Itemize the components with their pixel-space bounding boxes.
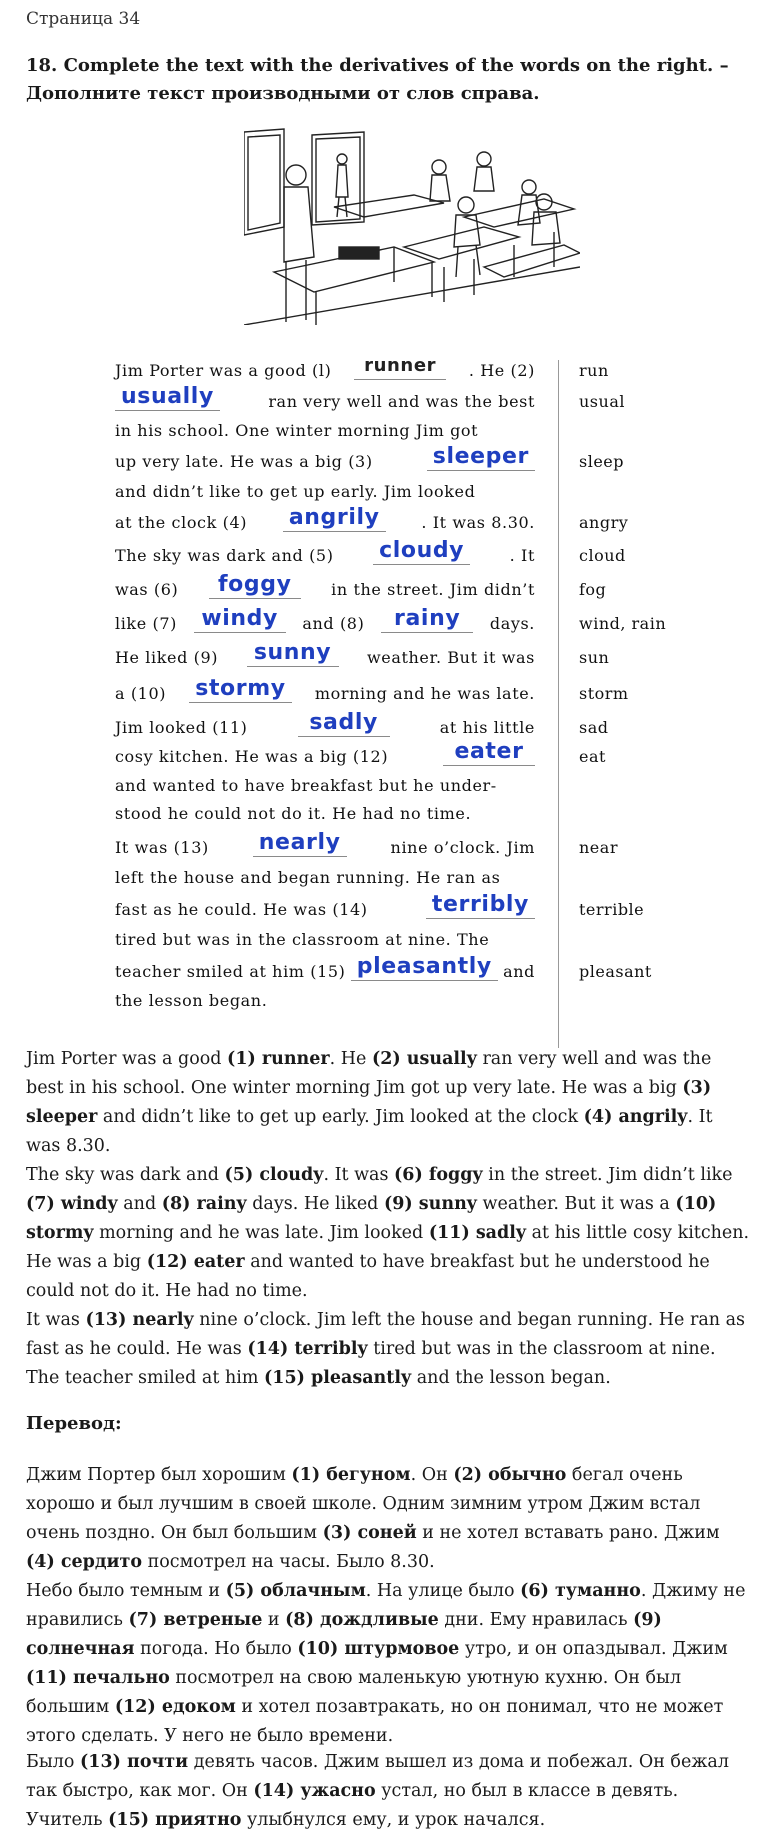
- exercise-text-segment: stood he could not do it. He had no time.: [115, 804, 472, 823]
- root-word: angry: [579, 513, 629, 532]
- answer-word: (2) usually: [371, 1049, 477, 1069]
- exercise-text-segment: nine o’clock. Jim: [390, 838, 535, 857]
- answer-word: (6) туманно: [520, 1581, 641, 1601]
- exercise-text-segment: fast as he could. He was (14): [115, 900, 368, 919]
- answer-word: (9) солнечная: [26, 1610, 662, 1659]
- exercise-line: [115, 892, 535, 919]
- exercise-text-segment: teacher smiled at him (15): [115, 962, 346, 981]
- handwritten-answer: rainy: [381, 608, 473, 633]
- exercise-line: [115, 710, 535, 737]
- handwritten-answer: stormy: [189, 678, 291, 703]
- root-word: pleasant: [579, 962, 652, 981]
- translation-paragraph: Было (13) почти девять часов. Джим вышел из дома и побежал. Он бежал так быстро, как мог. Он (14) ужасно устал, но был в классе в девять. Учитель (15) приятно улыбнулся ему, и урок начался.: [26, 1752, 729, 1830]
- column-divider: [558, 360, 559, 1048]
- handwritten-answer: sleeper: [427, 446, 535, 471]
- exercise-line: [115, 421, 535, 440]
- exercise-text-segment: . It was 8.30.: [421, 513, 535, 532]
- answer-word: (4) angrily: [583, 1107, 688, 1127]
- root-word: fog: [579, 580, 607, 599]
- handwritten-answer: eater: [443, 741, 535, 766]
- answer-word: (5) облачным: [225, 1581, 366, 1601]
- handwritten-answer: nearly: [253, 832, 347, 857]
- exercise-line: [115, 444, 535, 471]
- handwritten-answer: pleasantly: [351, 956, 498, 981]
- root-word: wind, rain: [579, 614, 667, 633]
- answer-word: (10) stormy: [26, 1194, 717, 1243]
- answer-word: (7) ветреные: [128, 1610, 263, 1630]
- exercise-line: [115, 804, 535, 823]
- exercise-line: [115, 830, 535, 857]
- handwritten-answer: terribly: [426, 894, 535, 919]
- answer-word: (8) дождливые: [285, 1610, 439, 1630]
- exercise-text-segment: and didn’t like to get up early. Jim looked: [115, 482, 476, 501]
- exercise-line: [115, 606, 535, 633]
- answer-word: (10) штурмовое: [297, 1639, 460, 1659]
- exercise-text-segment: in his school. One winter morning Jim got: [115, 421, 479, 440]
- answer-word: (15) pleasantly: [264, 1368, 412, 1388]
- exercise-line: [115, 991, 535, 1010]
- answer-word: (12) eater: [146, 1252, 245, 1272]
- exercise-text-segment: It was (13): [115, 838, 209, 857]
- exercise-text-segment: and wanted to have breakfast but he under-: [115, 776, 497, 795]
- exercise-line: [115, 384, 535, 411]
- handwritten-answer: windy: [194, 608, 286, 633]
- root-word: cloud: [579, 546, 626, 565]
- handwritten-answer: sunny: [247, 642, 339, 667]
- exercise-text-segment: was (6): [115, 580, 179, 599]
- answer-paragraph: The sky was dark and (5) cloudy. It was (6) foggy in the street. Jim didn’t like (7) windy and (8) rainy days. He liked (9) sunny weather. But it was a (10) stormy morning and he was late. Jim looked (11) sadly at his little cosy kitchen. He was a big (12) eater and wanted to have breakfast but he understood he could not do it. He had no time.: [26, 1165, 750, 1301]
- exercise-text-segment: morning and he was late.: [314, 684, 535, 703]
- root-word: sleep: [579, 452, 625, 471]
- answer-paragraph: It was (13) nearly nine o’clock. Jim left the house and began running. He ran as fast as he could. He was (14) terribly tired but was in the classroom at nine. The teacher smiled at him (15) pleasantly and the lesson began.: [26, 1310, 745, 1388]
- exercise-text-segment: tired but was in the classroom at nine. The: [115, 930, 490, 949]
- exercise-text-segment: like (7): [115, 614, 177, 633]
- answer-word: (5) cloudy: [224, 1165, 324, 1185]
- root-word: run: [579, 361, 609, 380]
- answer-word: (13) почти: [80, 1752, 189, 1772]
- exercise-line: [115, 355, 535, 380]
- root-word: eat: [579, 747, 606, 766]
- root-word: near: [579, 838, 618, 857]
- exercise-text-segment: . He (2): [468, 361, 535, 380]
- root-word: usual: [579, 392, 625, 411]
- exercise-text-segment: Jim looked (11): [115, 718, 248, 737]
- task-title: 18. Complete the text with the derivatives of the words on the right. – Дополните текст производными от слов справа.: [26, 55, 729, 104]
- exercise-text-segment: at his little: [439, 718, 535, 737]
- exercise-text-segment: He liked (9): [115, 648, 219, 667]
- answer-word: (1) бегуном: [291, 1465, 411, 1485]
- answer-word: (3) sleeper: [26, 1078, 712, 1127]
- handwritten-answer: usually: [115, 386, 220, 411]
- answer-word: (4) сердито: [26, 1552, 143, 1572]
- exercise-line: [115, 505, 535, 532]
- exercise-line: [115, 572, 535, 599]
- exercise-text-segment: a (10): [115, 684, 167, 703]
- root-word: sad: [579, 718, 609, 737]
- answer-paragraph: Jim Porter was a good (1) runner. He (2) usually ran very well and was the best in his school. One winter morning Jim got up very late. He was a big (3) sleeper and didn’t like to get up early. Jim looked at the clock (4) angrily. It was 8.30.: [26, 1049, 713, 1156]
- answer-word: (11) печально: [26, 1668, 170, 1688]
- exercise-line: [115, 538, 535, 565]
- exercise-text-segment: weather. But it was: [366, 648, 535, 667]
- exercise-line: [115, 640, 535, 667]
- exercise-text-segment: up very late. He was a big (3): [115, 452, 373, 471]
- exercise-text-segment: . It: [509, 546, 535, 565]
- root-word: storm: [579, 684, 629, 703]
- answer-word: (14) terribly: [247, 1339, 368, 1359]
- answer-word: (7) windy: [26, 1194, 118, 1214]
- answer-word: (1) runner: [227, 1049, 330, 1069]
- root-word: terrible: [579, 900, 645, 919]
- handwritten-answer: cloudy: [373, 540, 470, 565]
- handwritten-answer: angrily: [283, 507, 386, 532]
- answer-word: (3) соней: [322, 1523, 417, 1543]
- translation-paragraph: Джим Портер был хорошим (1) бегуном. Он (2) обычно бегал очень хорошо и был лучшим в своей школе. Одним зимним утром Джим встал очень поздно. Он был большим (3) соней и не хотел вставать рано. Джим (4) сердито посмотрел на часы. Было 8.30.: [26, 1465, 720, 1572]
- exercise-line: [115, 482, 535, 501]
- exercise-text-segment: at the clock (4): [115, 513, 248, 532]
- exercise-line: [115, 930, 535, 949]
- exercise-text-segment: Jim Porter was a good (l): [115, 361, 332, 380]
- exercise-text-segment: and: [503, 962, 535, 981]
- exercise-text-segment: cosy kitchen. He was a big (12): [115, 747, 389, 766]
- translation-paragraph: Небо было темным и (5) облачным. На улице было (6) туманно. Джиму не нравились (7) ветреные и (8) дождливые дни. Ему нравилась (9) солнечная погода. Но было (10) штурмовое утро, и он опаздывал. Джим (11) печально посмотрел на свою маленькую уютную кухню. Он был большим (12) едоком и хотел позавтракать, но он понимал, что не может этого сделать. У него не было времени.: [26, 1581, 746, 1746]
- translation-heading: Перевод:: [26, 1413, 122, 1434]
- handwritten-answer: foggy: [209, 574, 301, 599]
- handwritten-answer: sadly: [298, 712, 390, 737]
- exercise-text-segment: left the house and began running. He ran as: [115, 868, 501, 887]
- answer-word: (14) ужасно: [253, 1781, 376, 1801]
- exercise-text-segment: The sky was dark and (5): [115, 546, 334, 565]
- exercise-text-segment: ran very well and was the best: [268, 392, 535, 411]
- exercise-line: [115, 954, 535, 981]
- exercise-text-segment: in the street. Jim didn’t: [331, 580, 535, 599]
- root-word: sun: [579, 648, 610, 667]
- handwritten-answer: runner: [354, 355, 446, 380]
- answer-word: (2) обычно: [453, 1465, 567, 1485]
- answer-word: (13) nearly: [85, 1310, 194, 1330]
- exercise-line: [115, 868, 535, 887]
- answer-word: (11) sadly: [428, 1223, 527, 1243]
- exercise-line: [115, 776, 535, 795]
- exercise-text-segment: days.: [489, 614, 535, 633]
- answer-word: (9) sunny: [383, 1194, 477, 1214]
- answer-word: (12) едоком: [114, 1697, 236, 1717]
- page-label: Страница 34: [26, 9, 141, 29]
- exercise-line: [115, 739, 535, 766]
- exercise-text-segment: and (8): [302, 614, 365, 633]
- answer-word: (6) foggy: [394, 1165, 483, 1185]
- exercise-line: [115, 676, 535, 703]
- answer-word: (15) приятно: [108, 1810, 242, 1830]
- answer-word: (8) rainy: [161, 1194, 247, 1214]
- exercise-text-segment: the lesson began.: [115, 991, 268, 1010]
